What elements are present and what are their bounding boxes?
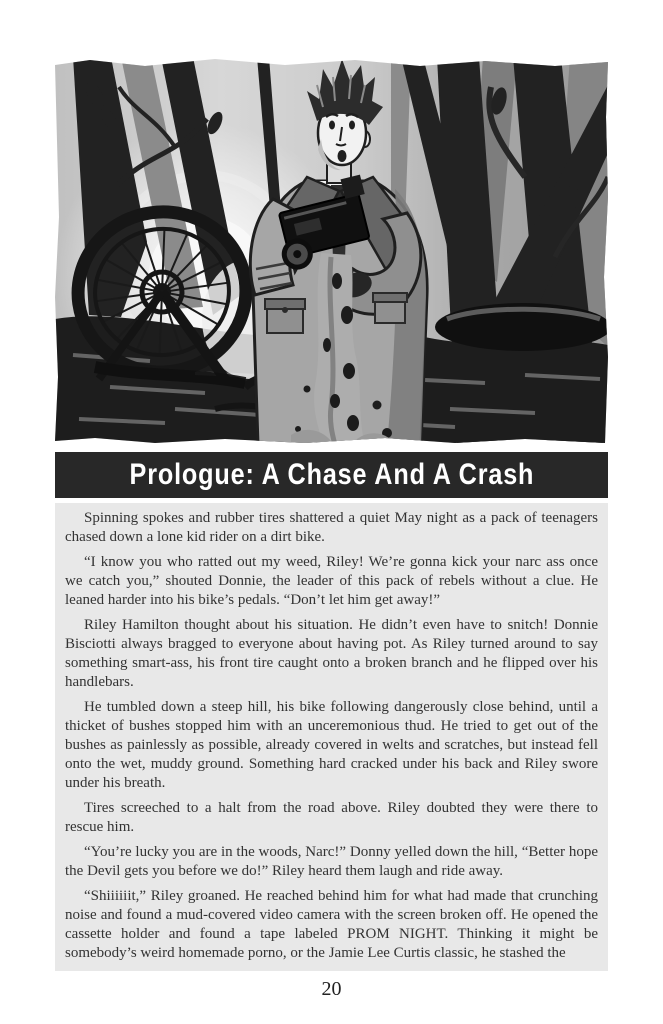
page-footer [55,971,608,1001]
body-paragraph: Riley Hamilton thought about his situation. He didn’t even have to snitch! Donnie Bisciotti always bragged to everyone about having pot. As Riley turned around to say something smart-ass, his front tire caught onto a broken branch and he flipped over his handlebars. [65,617,598,690]
chapter-title-banner [55,452,608,498]
chapter-illustration [55,57,608,445]
woods-scene-drawing [55,57,608,445]
body-text [55,503,608,971]
body-paragraph: “Shiiiiiit,” Riley groaned. He reached behind him for what had made that crunching noise and found a mud-covered video camera with the screen broken off. He opened the cassette holder and found a tape labeled PROM NIGHT. Thinking it might be somebody’s weird homemade porno, or the Jamie Lee Curtis classic, he stashed the [65,888,598,961]
chapter-title: Prologue: A Chase And A Crash [129,458,534,491]
body-paragraph: “I know you who ratted out my weed, Riley! We’re gonna kick your narc ass once we catch you,” shouted Donnie, the leader of this pack of rebels without a clue. He leaned harder into his bike’s pedals. “Don’t let him get away!” [65,554,598,608]
body-paragraph: “You’re lucky you are in the woods, Narc!” Donny yelled down the hill, “Better hope the Devil gets you before we do!” Riley heard them laugh and ride away. [65,844,598,879]
body-paragraph: Tires screeched to a halt from the road above. Riley doubted they were there to rescue him. [65,800,598,835]
page-number: 20 [321,978,342,1000]
body-paragraph: Spinning spokes and rubber tires shattered a quiet May night as a pack of teenagers chased down a lone kid rider on a dirt bike. [65,510,598,545]
body-paragraph: He tumbled down a steep hill, his bike following dangerously close behind, until a thicket of bushes stopped him with an unceremonious thud. He tried to get out of the bushes as painlessly as possible, already covered in welts and scratches, but instead fell onto the wet, muddy ground. Something hard cracked under his back and Riley swore under his breath. [65,699,598,791]
